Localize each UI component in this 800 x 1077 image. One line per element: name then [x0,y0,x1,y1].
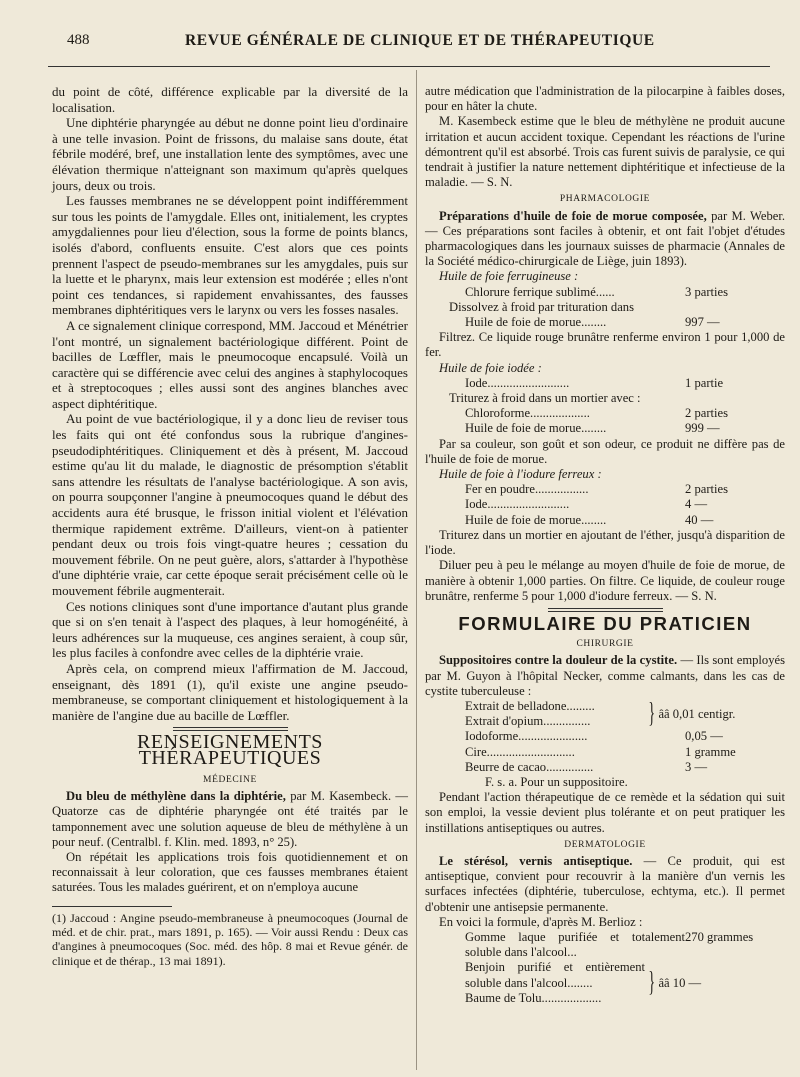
recipe-line: Fer en poudre................. 2 parties [465,482,729,497]
recipe-instruction: Triturez à froid dans un mortier avec : [449,391,641,406]
recipe-instruction: Dissolvez à froid par trituration dans [449,299,635,314]
recipe-line: Iodoforme...................... 0,05 — [465,729,723,744]
article-text: — Ce produit, qui est antiseptique, convient pour recouvrir à la manière d'un vernis les surfaces infectées (diphtérie, tuberculose, echtyma, etc.). Il permet d'obtenir une antisepsie permanente. [425,853,786,914]
column-divider [416,70,417,1070]
article-text: — Ils sont employés par M. Guyon à l'hôpital Necker, comme calmants, dans les cas de cystite tuberculeuse : [425,653,785,698]
category-label: MÉDECINE [203,774,257,785]
recipe-line: Chloroforme................... 2 parties [465,406,729,421]
recipe-line: Chlorure ferrique sublimé...... 3 parties [465,284,729,299]
recipe-brace-group: Extrait de belladone......... Extrait d'opium............... } ââ 0,01 centigr. [465,698,736,730]
footnote-rule [52,906,172,907]
article-title: Suppositoires contre la douleur de la cystite. [439,653,678,668]
article-paragraph [425,854,785,915]
article-author: par M. Kasembeck. [290,789,392,804]
category-label: PHARMACOLOGIE [559,194,651,205]
article-paragraph [425,209,785,270]
paragraph: Une diphtérie pharyngée au début ne donne point lieu d'ordinaire à une telle invasion. Point de frissons, du malaise sans doute, état fébrile modéré, bref, une installation lente des symptômes, avec une élévation thermique n'atteignant son maximum qu'après quelques jours, deux ou trois. [52,115,408,193]
recipe-line: Huile de foie de morue........ 997 — [465,315,720,330]
paragraph: Au point de vue bactériologique, il y a donc lieu de reviser tous les faits qui ont été confondus sous la rubrique d'angines-pseudodiphtéritiques. Cliniquement et dès à présent, M. Jaccoud estime qu'au lit du malade, le diagnostic de présomption s'établit sans attendre les résultats de l'analyse bactériologique. A son avis, on pourra soupçonner l'angine à pneumocoques quand le début des accidents aura été brusque, le frisson initial violent et l'élévation thermique rapidement extrême. D'ailleurs, vient-on à patienter pendant deux ou trois fois vingt-quatre heures ; cessation du mouvement fébrile. On ne peut guère, alors, s'attarder à l'hypothèse d'une diphtérie vraie, car cette époque serait précisément celle où le mouvement fébrile augmenterait. [52,411,408,598]
footnote: (1) Jaccoud : Angine pseudo-membraneuse à pneumocoques (Journal de méd. et de chir. prat., mars 1891, p. 165). — Voir aussi Rendu : Deux cas d'angines à pneumocoques (Soc. méd. des hôp. 8 mai et Revue génér. de clinique et de thérap., 13 mai 1891). [52,910,408,968]
article-title: Du bleu de méthylène dans la diphtérie, [66,789,286,804]
recipe-line: Gomme laque purifiée et totalement soluble dans l'alcool... 270 grammes [465,929,754,960]
header-rule [48,66,770,68]
section-title: RENSEIGNEMENTS THÉRAPEUTIQUES [137,731,323,769]
article-title: Le stérésol, vernis antiseptique. [439,853,633,868]
recipe-note: Par sa couleur, son goût et son odeur, ce produit ne diffère pas de l'huile de foie de morue. [425,436,785,466]
paragraph: autre médication que l'administration de la pilocarpine à faibles doses, pour en hâter la chute. [425,84,785,114]
article-paragraph [52,789,408,850]
recipe-title: Huile de foie ferrugineuse : [439,269,579,284]
recipe-line: Beurre de cacao............... 3 — [465,759,708,774]
recipe-brace-group: Benjoin purifié et entièrement soluble dans l'alcool........ Baume de Tolu................... } ââ 10 — [465,960,702,1005]
paragraph: Pendant l'action thérapeutique de ce remède et la sédation qui suit son emploi, la vessie devient plus tolérante et on peut pratiquer les instillations antiseptiques ou autres. [425,790,785,835]
paragraph: Après cela, on comprend mieux l'affirmation de M. Jaccoud, enseignant, dès 1891 (1), qu'il existe une angine pseudo-membraneuse, se comportant cliniquement et histologiquement à la manière de l'angine due au bacille de Lœffler. [52,660,408,723]
recipe-fsa: F. s. a. Pour un suppositoire. [485,774,628,789]
paragraph: Les fausses membranes ne se développent point indifféremment sur tous les points de l'amygdale. Elles ont, initialement, les cryptes amygdaliennes pour lieu d'élection, sous la forme de points blancs, isolés d'abord, confluents ensuite. C'est alors que ces points prennent l'aspect de pseudo-membranes sur les amygdales, puis sur la luette et le pharynx, mais leur extension est modérée ; elles n'ont point ces tendances, si rapidement envahissantes, des fausses membranes diphtéritiques vers le larynx ou vers les fosses nasales. [52,193,408,318]
page-number: 488 [67,32,90,48]
article-title: Préparations d'huile de foie de morue composée, [439,208,707,223]
article-paragraph [425,653,785,699]
running-header [55,28,755,54]
recipe-line: Huile de foie de morue........ 40 — [465,512,714,527]
article-text: — Quatorze cas de diphtérie pharyngée ont été traités par le tamponnement avec une solution aqueuse de bleu de méthylène à un pour neuf. (Centralbl. f. Klin. med. 1893, n° 25). [52,789,408,849]
paragraph: En voici la formule, d'après M. Berlioz : [439,914,643,929]
recipe-line: Cire............................ 1 gramme [465,744,736,759]
paragraph: Ces notions cliniques sont d'une importance d'autant plus grande que si on s'en tenait à l'aspect des plaques, à leur homogénéité, à leurs adhérences sur la muqueuse, ces angines seraient, à coup sûr, les plus faciles à confondre avec celles de la diphtérie vraie. [52,598,408,661]
right-column [425,84,785,1006]
paragraph: du point de côté, différence explicable par la diversité de la localisation. [52,84,408,115]
section-rule [548,608,663,612]
recipe-title: Huile de foie à l'iodure ferreux : [439,467,602,482]
recipe-line: Huile de foie de morue........ 999 — [465,421,720,436]
recipe-note: Triturez dans un mortier en ajoutant de l'éther, jusqu'à disparition de l'iode. [425,527,785,558]
section-title: FORMULAIRE DU PRATICIEN [458,612,752,634]
recipe-note: Filtrez. Ce liquide rouge brunâtre renferme environ 1 pour 1,000 de fer. [425,330,785,360]
journal-title: REVUE GÉNÉRALE DE CLINIQUE ET DE THÉRAPEUTIQUE [185,32,655,49]
paragraph: A ce signalement clinique correspond, MM. Jaccoud et Ménétrier l'ont montré, un signalement bactériologique différent. Point de bacilles de Lœffler, mais le pneumocoque encapsulé. Voilà un caractère qui se différencie avec celui des angines à staphylocoques et à streptocoques ; elles aussi sont des angines blanches avec aspect diphtéritique. [52,317,408,411]
left-column [52,84,408,968]
category-label: DERMATOLOGIE [564,839,646,850]
paragraph: M. Kasembeck estime que le bleu de méthylène ne produit aucune irritation et aucun accident toxique. Cependant les réactions de l'urine démontrent qu'il est absorbé. Trois cas furent suivis de paralysie, ce qui tendrait à justifier la nature nettement diphtéritique et infectieuse de la maladie. — S. N. [425,114,785,190]
article-paragraph: On répétait les applications trois fois quotidiennement et on reconnaissait à leur coloration, que ces fausses membranes étaient saturées. Tous les malades guérirent, et on n'employa aucune [52,849,408,895]
article-text: par M. Weber. — Ces préparations sont faciles à obtenir, et ont fait l'objet d'études pharmacologiques dans les journaux suisses de pharmacie (Annales de la Société médico-chirurgicale de Liège, juin 1893). [425,208,785,269]
recipe-note: Diluer peu à peu le mélange au moyen d'huile de foie de morue, de manière à obtenir 1,000 parties. On filtre. Ce liquide, de couleur rouge brunâtre, renferme 5 pour 1,000 d'iodure ferreux. — S. N. [425,558,785,603]
recipe-title: Huile de foie iodée : [439,360,542,375]
recipe-line: Iode.......................... 1 partie [465,375,724,390]
category-label: CHIRURGIE [576,639,634,650]
recipe-line: Iode.......................... 4 — [465,497,708,512]
